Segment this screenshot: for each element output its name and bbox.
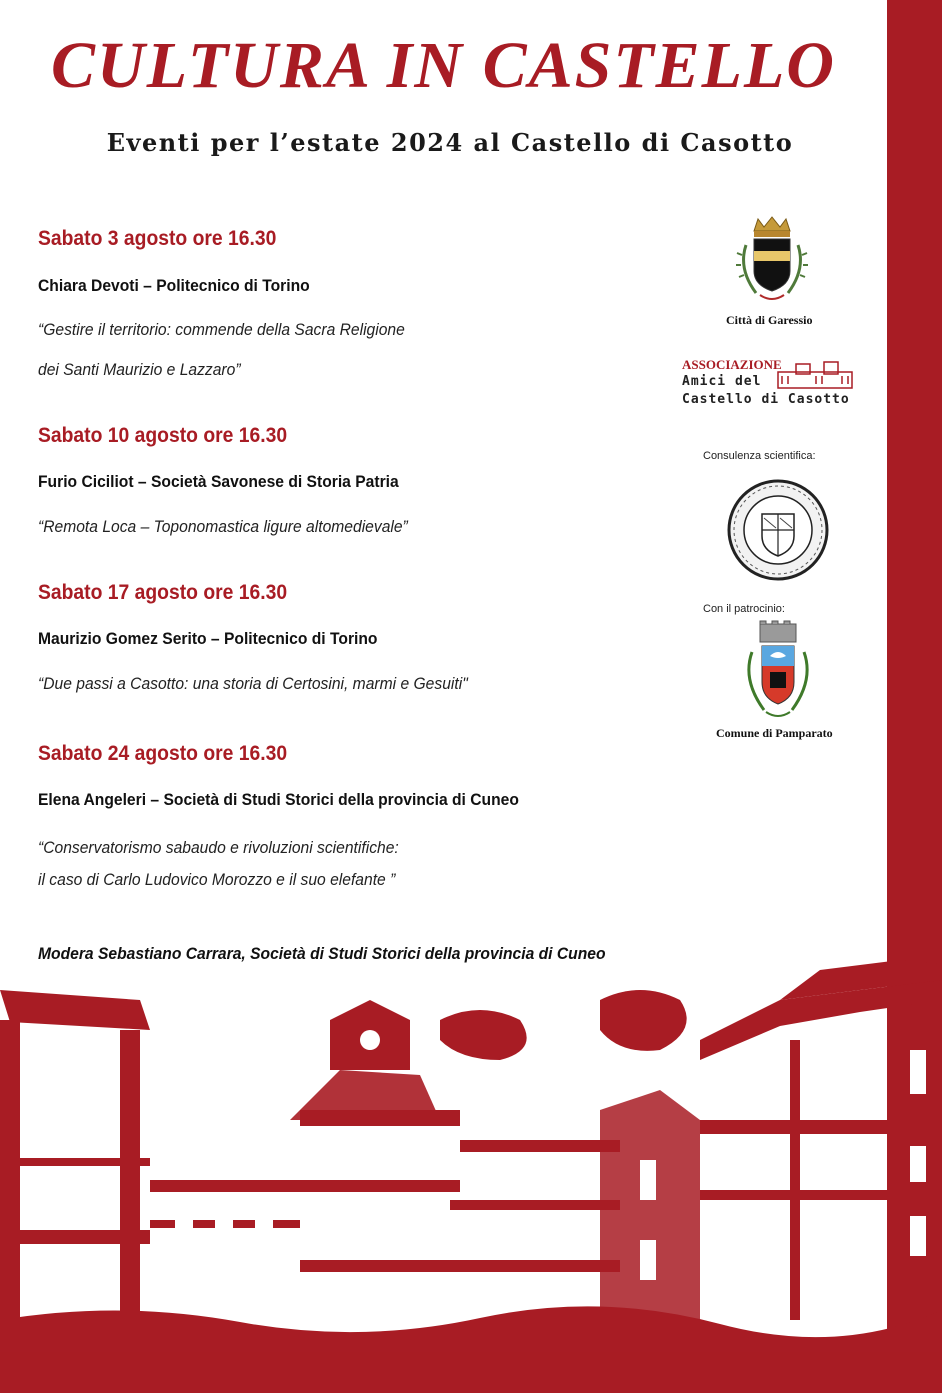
patrocinio-label: Con il patrocinio: (703, 603, 785, 615)
moderator-note: Modera Sebastiano Carrara, Società di Studi Storici della provincia di Cuneo (38, 944, 606, 963)
event-3-speaker: Maurizio Gomez Serito – Politecnico di Torino (38, 629, 378, 648)
pamparato-label: Comune di Pamparato (716, 726, 833, 740)
event-1-talk-line2: dei Santi Maurizio e Lazzaro” (38, 360, 241, 379)
association-name-line3: Castello di Casotto (682, 392, 850, 407)
castle-illustration (0, 960, 942, 1393)
event-3-date: Sabato 17 agosto ore 16.30 (38, 581, 288, 604)
event-2-date: Sabato 10 agosto ore 16.30 (38, 424, 288, 447)
historical-society-seal-icon (726, 478, 830, 582)
event-4-talk-line2: il caso di Carlo Ludovico Morozzo e il suo elefante ” (38, 870, 396, 889)
consulenza-label: Consulenza scientifica: (703, 450, 816, 462)
garessio-label: Città di Garessio (726, 313, 813, 327)
event-3-talk-line1: “Due passi a Casotto: una storia di Certosini, marmi e Gesuiti" (38, 674, 468, 693)
association-name-line1: ASSOCIAZIONE (682, 357, 782, 372)
garessio-coat-of-arms-icon (732, 215, 812, 307)
page-subtitle: Eventi per l’estate 2024 al Castello di Casotto (106, 128, 794, 157)
event-1-date: Sabato 3 agosto ore 16.30 (38, 227, 277, 250)
event-4-date: Sabato 24 agosto ore 16.30 (38, 742, 288, 765)
event-1-speaker: Chiara Devoti – Politecnico di Torino (38, 276, 310, 295)
event-4-speaker: Elena Angeleri – Società di Studi Storici della provincia di Cuneo (38, 790, 519, 809)
pamparato-coat-of-arms-icon (738, 620, 818, 722)
event-4-talk-line1: “Conservatorismo sabaudo e rivoluzioni scientifiche: (38, 838, 399, 857)
event-1-talk-line1: “Gestire il territorio: commende della Sacra Religione (38, 320, 405, 339)
page-title: CULTURA IN CASTELLO (51, 29, 836, 102)
event-2-speaker: Furio Ciciliot – Società Savonese di Storia Patria (38, 472, 399, 491)
castle-drawing-icon (776, 358, 854, 390)
association-name-line2: Amici del (682, 374, 762, 389)
event-2-talk-line1: “Remota Loca – Toponomastica ligure altomedievale” (38, 517, 408, 536)
